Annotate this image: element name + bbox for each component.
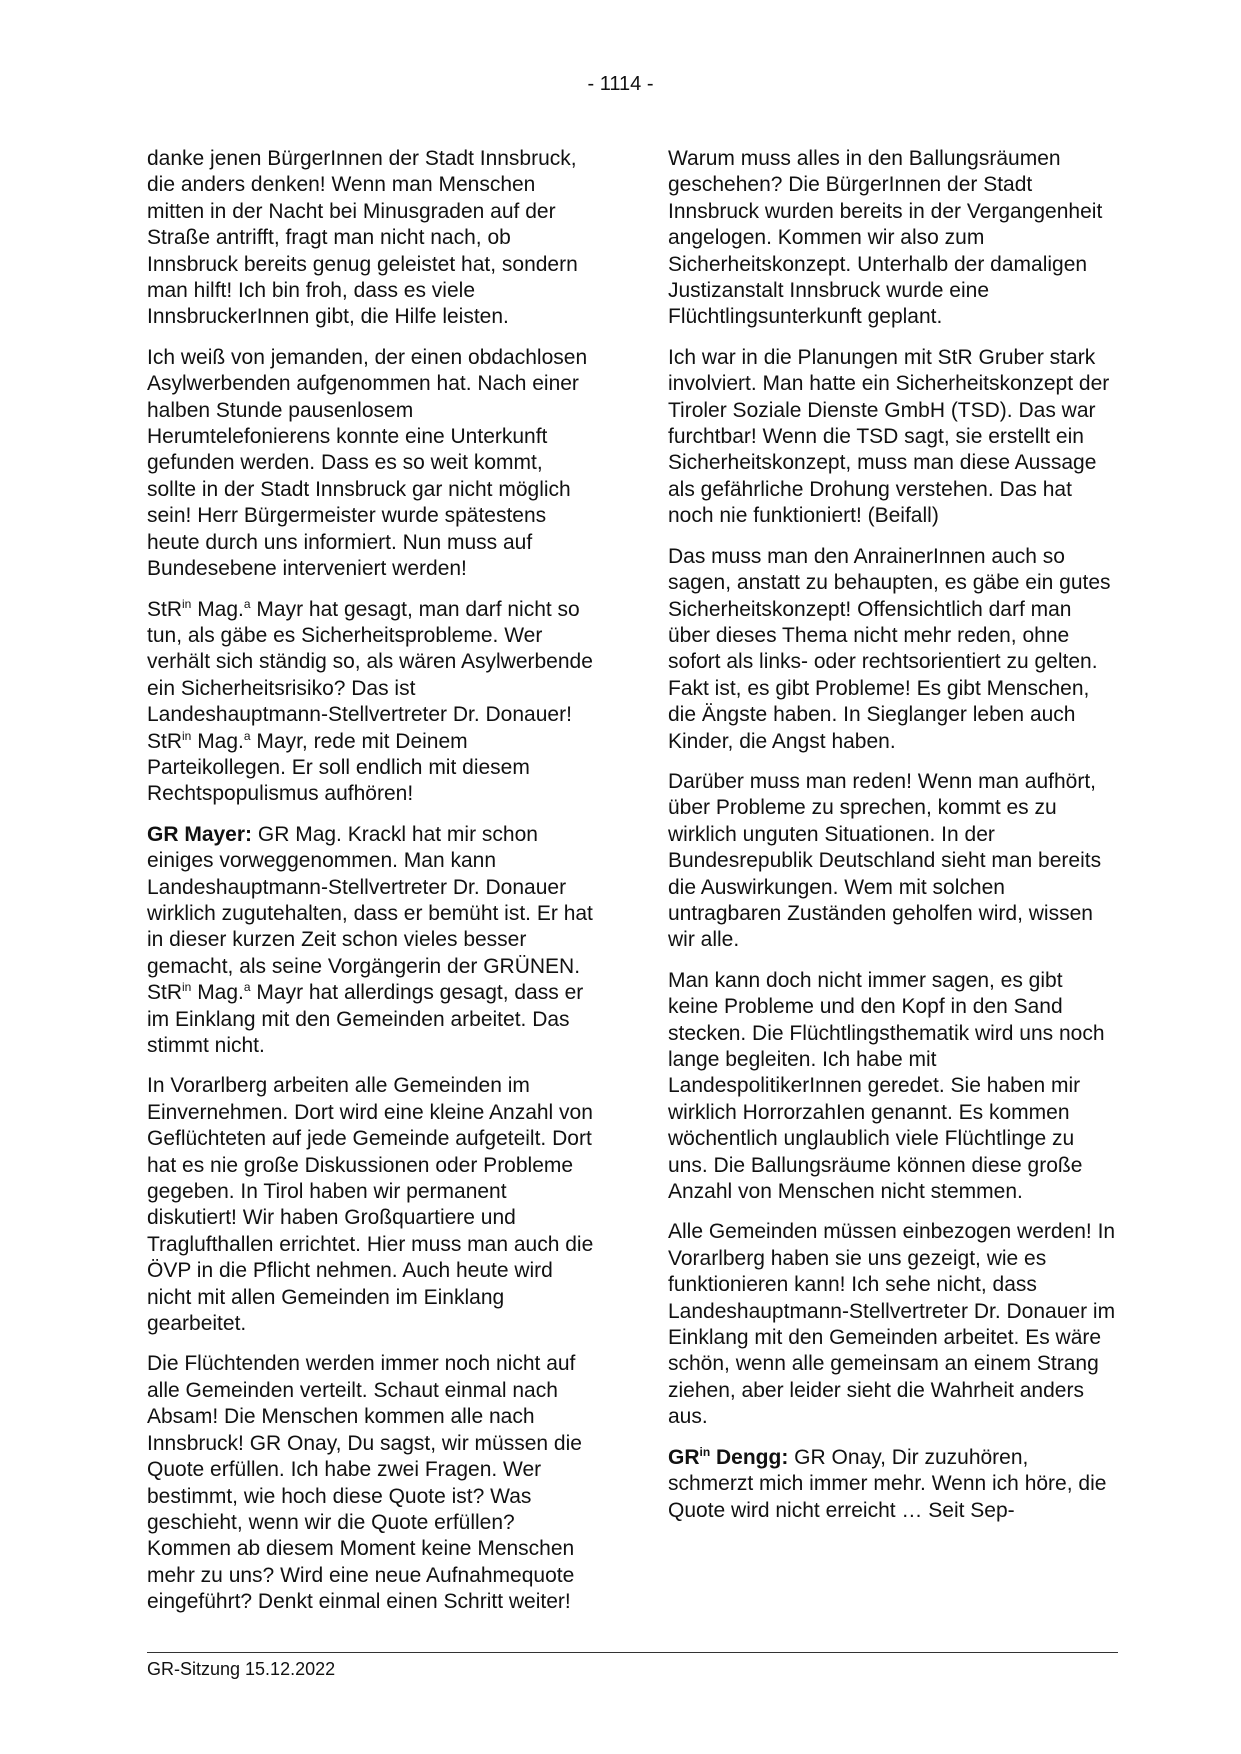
- footer-text: GR-Sitzung 15.12.2022: [147, 1659, 336, 1679]
- paragraph: [147, 822, 597, 1060]
- text-run: GR Onay, Dir zuzuhören, schmerzt mich immer mehr. Wenn ich höre, die Quote wird nicht erreicht … Seit Sep-: [668, 1445, 1107, 1522]
- text-run: StR: [147, 597, 183, 621]
- paragraph: In Vorarlberg arbeiten alle Gemeinden im Einvernehmen. Dort wird eine kleine Anzahl von Geflüchteten auf jede Gemeinde aufgeteilt. Dort hat es nie große Diskussionen oder Probleme gegeben. In Tirol haben wir permanent diskutiert! Wir haben Großquartiere und Traglufthallen errichtet. Hier muss man auch die ÖVP in die Pflicht nehmen. Auch heute wird nicht mit allen Gemeinden im Einklang gearbeitet.: [147, 1074, 594, 1336]
- superscript: in: [699, 1444, 711, 1459]
- right-column: [668, 146, 1118, 1538]
- left-column: [147, 146, 597, 1630]
- speaker-name: GR Mayer:: [147, 822, 253, 846]
- paragraph: Alle Gemeinden müssen einbezogen werden! In Vorarlberg haben sie uns gezeigt, wie es funktionieren kann! Ich sehe nicht, dass Landeshauptmann-Stellvertreter Dr. Donauer im Einklang mit den Gemeinden arbeitet. Es wäre schön, wenn alle gemeinsam an einem Strang ziehen, aber leider sieht die Wahrheit anders aus.: [668, 1220, 1116, 1429]
- paragraph: [668, 1445, 1118, 1524]
- text-run: GR Mag. Krackl hat mir schon einiges vorweggenommen. Man kann Landeshauptmann-Stellvertreter Dr. Donauer wirklich zugutehalten, dass er bemüht ist. Er hat in dieser kurzen Zeit schon vieles besser gemacht, als seine Vorgängerin der GRÜNEN. StR: [147, 822, 593, 1005]
- paragraph: Das muss man den AnrainerInnen auch so sagen, anstatt zu behaupten, es gäbe ein gutes Sicherheitskonzept! Offensichtlich darf man über dieses Thema nicht mehr reden, ohne sofort als links- oder rechtsorientiert zu gelten. Fakt ist, es gibt Probleme! Es gibt Menschen, die Ängste haben. In Sieglanger leben auch Kinder, die Angst haben.: [668, 544, 1111, 753]
- paragraph: [147, 597, 597, 808]
- paragraph: Darüber muss man reden! Wenn man aufhört, über Probleme zu sprechen, kommt es zu wirklich unguten Situationen. In der Bundesrepublik Deutschland sieht man bereits die Auswirkungen. Wem mit solchen untragbaren Zuständen geholfen wird, wissen wir alle.: [668, 769, 1102, 952]
- paragraph: Man kann doch nicht immer sagen, es gibt keine Probleme und den Kopf in den Sand stecken. Die Flüchtlingsthematik wird uns noch lange begleiten. Ich habe mit LandespolitikerInnen geredet. Sie haben mir wirklich HorrorzahIen genannt. Es kommen wöchentlich unglaublich viele Flüchtlinge zu uns. Die Ballungsräume können diese große Anzahl von Menschen nicht stemmen.: [668, 968, 1105, 1204]
- text-run: Mayr hat gesagt, man darf nicht so tun, als gäbe es Sicherheitsprobleme. Wer verhält sich ständig so, als wären Asylwerbende ein Sicherheitsrisiko? Das ist Landeshauptmann-Stellvertreter Dr. Donauer! StR: [147, 597, 593, 753]
- paragraph: Ich war in die Planungen mit StR Gruber stark involviert. Man hatte ein Sicherheitskonzept der Tiroler Soziale Dienste GmbH (TSD). Das war furchtbar! Wenn die TSD sagt, sie erstellt ein Sicherheitskonzept, muss man diese Aussage als gefährliche Drohung verstehen. Das hat noch nie funktioniert! (Beifall): [668, 345, 1110, 528]
- footer-divider: [147, 1652, 1118, 1653]
- superscript: a: [243, 596, 251, 611]
- text-run: GR: [668, 1445, 700, 1469]
- paragraph: Die Flüchtenden werden immer noch nicht auf alle Gemeinden verteilt. Schaut einmal nach Absam! Die Menschen kommen alle nach Innsbruck! GR Onay, Du sagst, wir müssen die Quote erfüllen. Ich habe zwei Fragen. Wer bestimmt, wie hoch diese Quote ist? Was geschieht, wenn wir die Quote erfüllen? Kommen ab diesem Moment keine Menschen mehr zu uns? Wird eine neue Aufnahmequote eingeführt? Denkt einmal einen Schritt weiter!: [147, 1352, 582, 1614]
- text-run: Mag.: [191, 729, 244, 753]
- text-run: Mag.: [191, 981, 244, 1005]
- text-run: Mayr, rede mit Deinem Parteikollegen. Er soll endlich mit diesem Rechtspopulismus aufhören!: [147, 729, 530, 806]
- paragraph: danke jenen BürgerInnen der Stadt Innsbruck, die anders denken! Wenn man Menschen mitten in der Nacht bei Minusgraden auf der Straße antrifft, fragt man nicht nach, ob Innsbruck bereits genug geleistet hat, sondern man hilft! Ich bin froh, dass es viele InnsbruckerInnen gibt, die Hilfe leisten.: [147, 147, 578, 329]
- superscript: a: [243, 980, 251, 995]
- superscript: in: [182, 728, 192, 743]
- superscript: a: [243, 728, 251, 743]
- superscript: in: [182, 596, 192, 611]
- speaker-name: [668, 1446, 788, 1469]
- page-number: - 1114 -: [587, 73, 654, 95]
- text-run: Mayr hat allerdings gesagt, dass er im Einklang mit den Gemeinden arbeitet. Das stimmt nicht.: [147, 981, 584, 1057]
- text-run: Dengg:: [710, 1445, 789, 1469]
- superscript: in: [182, 980, 192, 995]
- paragraph: Ich weiß von jemanden, der einen obdachlosen Asylwerbenden aufgenommen hat. Nach einer halben Stunde pausenlosem Herumtelefonierens konnte eine Unterkunft gefunden werden. Dass es so weit kommt, sollte in der Stadt Innsbruck gar nicht möglich sein! Herr Bürgermeister wurde spätestens heute durch uns informiert. Nun muss auf Bundesebene interveniert werden!: [147, 345, 588, 581]
- text-run: Mag.: [191, 597, 244, 621]
- paragraph: Warum muss alles in den Ballungsräumen geschehen? Die BürgerInnen der Stadt Innsbruck wurden bereits in der Vergangenheit angelogen. Kommen wir also zum Sicherheitskonzept. Unterhalb der damaligen Justizanstalt Innsbruck wurde eine Flüchtlingsunterkunft geplant.: [668, 147, 1103, 329]
